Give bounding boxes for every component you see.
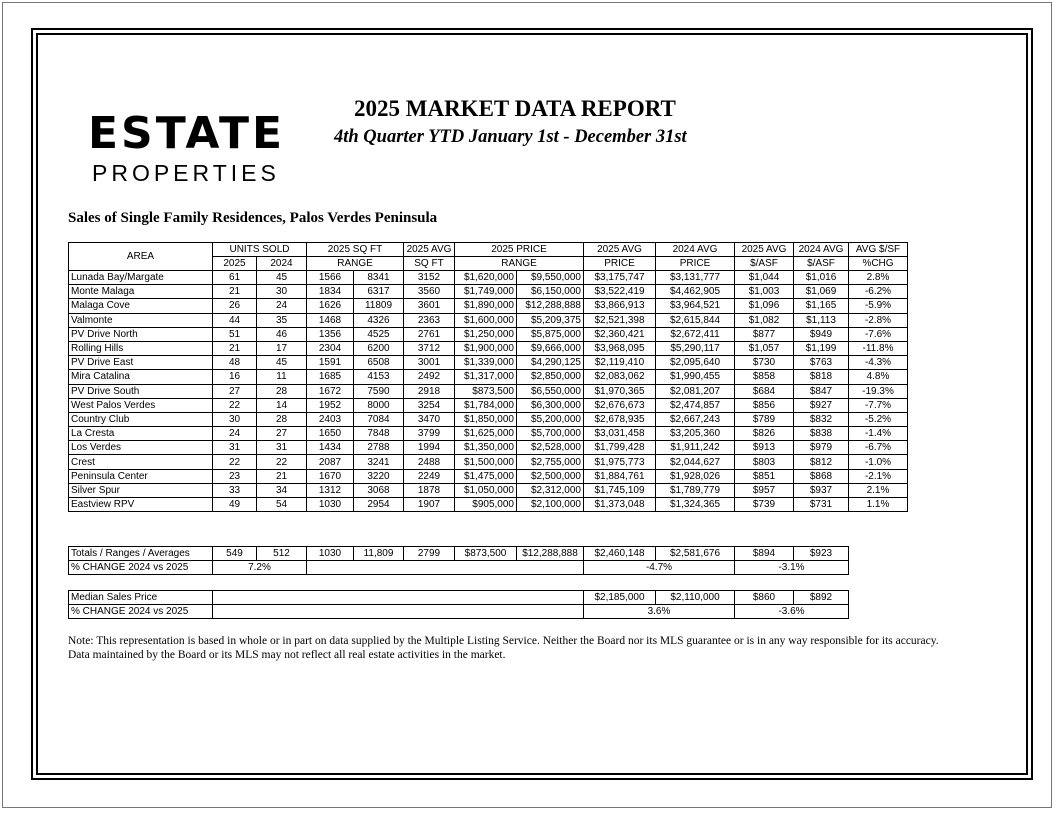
change-label: % CHANGE 2024 vs 2025 — [69, 561, 213, 575]
area-name-cell: West Palos Verdes — [69, 398, 213, 412]
data-cell: 61 — [213, 271, 257, 285]
data-cell: 31 — [257, 441, 307, 455]
data-cell: 7590 — [354, 384, 404, 398]
data-cell: $5,700,000 — [517, 427, 584, 441]
data-cell: 7084 — [354, 412, 404, 426]
data-cell: 34 — [257, 483, 307, 497]
data-cell: 21 — [213, 285, 257, 299]
data-cell: 3470 — [404, 412, 455, 426]
data-cell: 4153 — [354, 370, 404, 384]
totals-label: Totals / Ranges / Averages — [69, 547, 213, 561]
data-cell: $868 — [794, 469, 849, 483]
median-price-change: 3.6% — [584, 605, 735, 619]
data-cell: 26 — [213, 299, 257, 313]
change-asf: -3.1% — [735, 561, 849, 575]
totals-sqft-min: 1030 — [307, 547, 354, 561]
data-cell: $5,290,117 — [656, 341, 735, 355]
data-cell: $1,082 — [735, 313, 794, 327]
data-cell: $803 — [735, 455, 794, 469]
data-cell: $1,911,242 — [656, 441, 735, 455]
data-cell: 4.8% — [849, 370, 908, 384]
data-cell: 1907 — [404, 498, 455, 512]
col-avg-sqft: 2025 AVG — [404, 243, 455, 257]
data-cell: $1,165 — [794, 299, 849, 313]
change-price: -4.7% — [584, 561, 735, 575]
data-cell: $1,749,000 — [455, 285, 517, 299]
data-cell: $913 — [735, 441, 794, 455]
data-cell: 2954 — [354, 498, 404, 512]
data-cell: $1,339,000 — [455, 356, 517, 370]
data-cell: 27 — [257, 427, 307, 441]
totals-avg-sqft: 2799 — [404, 547, 455, 561]
col-avg-sqft-sub: SQ FT — [404, 257, 455, 271]
data-cell: $1,250,000 — [455, 327, 517, 341]
median-price-2025: $2,185,000 — [584, 591, 656, 605]
data-cell: $927 — [794, 398, 849, 412]
data-cell: 17 — [257, 341, 307, 355]
data-cell: 54 — [257, 498, 307, 512]
logo-subtitle: PROPERTIES — [92, 160, 280, 186]
data-cell: -2.1% — [849, 469, 908, 483]
data-cell: $826 — [735, 427, 794, 441]
area-name-cell: Mira Catalina — [69, 370, 213, 384]
table-row — [69, 313, 908, 327]
data-cell: $1,373,048 — [584, 498, 656, 512]
header-row-1 — [69, 243, 908, 257]
data-cell: 30 — [213, 412, 257, 426]
data-cell: 8000 — [354, 398, 404, 412]
data-cell: $1,003 — [735, 285, 794, 299]
data-cell: $6,550,000 — [517, 384, 584, 398]
data-cell: $2,755,000 — [517, 455, 584, 469]
area-name-cell: PV Drive East — [69, 356, 213, 370]
data-cell: 3001 — [404, 356, 455, 370]
table-row — [69, 455, 908, 469]
data-cell: $2,615,844 — [656, 313, 735, 327]
table-row — [69, 271, 908, 285]
data-cell: $1,600,000 — [455, 313, 517, 327]
data-cell: $1,113 — [794, 313, 849, 327]
data-cell: 2087 — [307, 455, 354, 469]
data-cell: 1312 — [307, 483, 354, 497]
data-cell: $2,500,000 — [517, 469, 584, 483]
data-cell: $2,119,410 — [584, 356, 656, 370]
data-cell: 51 — [213, 327, 257, 341]
data-cell: $731 — [794, 498, 849, 512]
table-row — [69, 483, 908, 497]
data-cell: $3,522,419 — [584, 285, 656, 299]
data-cell: 24 — [257, 299, 307, 313]
data-cell: -4.3% — [849, 356, 908, 370]
data-cell: -6.2% — [849, 285, 908, 299]
col-price-range: 2025 PRICE — [455, 243, 584, 257]
median-change-row — [69, 605, 849, 619]
data-cell: 8341 — [354, 271, 404, 285]
col-avg-price-2024-sub: PRICE — [656, 257, 735, 271]
median-table — [68, 590, 849, 619]
totals-asf-2025: $894 — [735, 547, 794, 561]
data-cell: $2,678,935 — [584, 412, 656, 426]
totals-price-max: $12,288,888 — [517, 547, 584, 561]
data-cell: $12,288,888 — [517, 299, 584, 313]
data-cell: $6,300,000 — [517, 398, 584, 412]
data-cell: -19.3% — [849, 384, 908, 398]
data-cell: $1,850,000 — [455, 412, 517, 426]
data-cell: $2,474,857 — [656, 398, 735, 412]
data-cell: 1468 — [307, 313, 354, 327]
data-cell: $2,312,000 — [517, 483, 584, 497]
table-row — [69, 412, 908, 426]
logo-brand: ESTATE — [88, 108, 286, 159]
data-cell: $1,975,773 — [584, 455, 656, 469]
data-cell: 2403 — [307, 412, 354, 426]
data-cell: 2.8% — [849, 271, 908, 285]
change-row — [69, 561, 849, 575]
data-cell: -7.6% — [849, 327, 908, 341]
data-cell: 3152 — [404, 271, 455, 285]
totals-asf-2024: $923 — [794, 547, 849, 561]
data-cell: -6.7% — [849, 441, 908, 455]
data-cell: $1,016 — [794, 271, 849, 285]
data-cell: $851 — [735, 469, 794, 483]
table-row — [69, 384, 908, 398]
data-cell: 21 — [213, 341, 257, 355]
data-cell: 22 — [213, 455, 257, 469]
data-cell: 23 — [213, 469, 257, 483]
data-cell: $1,784,000 — [455, 398, 517, 412]
data-cell: $3,031,458 — [584, 427, 656, 441]
data-cell: $1,199 — [794, 341, 849, 355]
data-cell: 4525 — [354, 327, 404, 341]
median-asf-2025: $860 — [735, 591, 794, 605]
data-cell: 44 — [213, 313, 257, 327]
data-cell: $1,324,365 — [656, 498, 735, 512]
data-cell: 4326 — [354, 313, 404, 327]
data-cell: 1994 — [404, 441, 455, 455]
data-cell: 6508 — [354, 356, 404, 370]
median-asf-change: -3.6% — [735, 605, 849, 619]
data-cell: $2,521,398 — [584, 313, 656, 327]
table-row — [69, 469, 908, 483]
median-change-label: % CHANGE 2024 vs 2025 — [69, 605, 213, 619]
data-cell: -7.7% — [849, 398, 908, 412]
report-subtitle: 4th Quarter YTD January 1st - December 31st — [334, 127, 687, 147]
data-cell: $1,475,000 — [455, 469, 517, 483]
data-cell: 2761 — [404, 327, 455, 341]
col-change-sub: %CHG — [849, 257, 908, 271]
col-sqft-range: 2025 SQ FT — [307, 243, 404, 257]
area-name-cell: Crest — [69, 455, 213, 469]
data-cell: 24 — [213, 427, 257, 441]
data-cell: 45 — [257, 356, 307, 370]
data-cell: $684 — [735, 384, 794, 398]
data-cell: $1,500,000 — [455, 455, 517, 469]
data-cell: 2249 — [404, 469, 455, 483]
data-cell: 6200 — [354, 341, 404, 355]
data-cell: 1952 — [307, 398, 354, 412]
data-cell: $5,200,000 — [517, 412, 584, 426]
totals-price-min: $873,500 — [455, 547, 517, 561]
data-cell: $9,550,000 — [517, 271, 584, 285]
change-units: 7.2% — [213, 561, 307, 575]
data-cell: 22 — [257, 455, 307, 469]
table-row — [69, 341, 908, 355]
data-cell: 2788 — [354, 441, 404, 455]
area-name-cell: Silver Spur — [69, 483, 213, 497]
area-name-cell: PV Drive South — [69, 384, 213, 398]
data-cell: $847 — [794, 384, 849, 398]
data-cell: 3799 — [404, 427, 455, 441]
data-cell: $3,175,747 — [584, 271, 656, 285]
data-cell: $3,866,913 — [584, 299, 656, 313]
data-cell: 11809 — [354, 299, 404, 313]
data-cell: $1,350,000 — [455, 441, 517, 455]
data-cell: $1,057 — [735, 341, 794, 355]
data-cell: -1.0% — [849, 455, 908, 469]
data-cell: 1878 — [404, 483, 455, 497]
col-price-range-sub: RANGE — [455, 257, 584, 271]
data-cell: 3601 — [404, 299, 455, 313]
table-row — [69, 327, 908, 341]
data-cell: $856 — [735, 398, 794, 412]
col-change: AVG $/SF — [849, 243, 908, 257]
col-asf-2025: 2025 AVG — [735, 243, 794, 257]
data-cell: $877 — [735, 327, 794, 341]
data-cell: 1670 — [307, 469, 354, 483]
data-cell: 45 — [257, 271, 307, 285]
data-cell: $1,799,428 — [584, 441, 656, 455]
col-asf-2024: 2024 AVG — [794, 243, 849, 257]
section-title: Sales of Single Family Residences, Palos Verdes Peninsula — [68, 210, 438, 226]
table-row — [69, 299, 908, 313]
change-blank — [307, 561, 584, 575]
data-cell: $1,890,000 — [455, 299, 517, 313]
data-cell: $2,081,207 — [656, 384, 735, 398]
totals-avg-price-2025: $2,460,148 — [584, 547, 656, 561]
data-cell: $873,500 — [455, 384, 517, 398]
data-cell: 1650 — [307, 427, 354, 441]
data-cell: 1566 — [307, 271, 354, 285]
data-cell: $905,000 — [455, 498, 517, 512]
area-name-cell: Rolling Hills — [69, 341, 213, 355]
area-name-cell: Country Club — [69, 412, 213, 426]
col-avg-price-2024: 2024 AVG — [656, 243, 735, 257]
totals-units-2025: 549 — [213, 547, 257, 561]
col-asf-2025-sub: $/ASF — [735, 257, 794, 271]
data-cell: 30 — [257, 285, 307, 299]
data-cell: -2.8% — [849, 313, 908, 327]
data-cell: $2,850,000 — [517, 370, 584, 384]
data-cell: 3220 — [354, 469, 404, 483]
col-area: AREA — [69, 243, 213, 271]
col-sqft-range-sub: RANGE — [307, 257, 404, 271]
data-cell: $1,970,365 — [584, 384, 656, 398]
data-cell: $2,095,640 — [656, 356, 735, 370]
data-cell: $1,069 — [794, 285, 849, 299]
data-cell: 31 — [213, 441, 257, 455]
median-change-blank — [213, 605, 584, 619]
data-cell: 11 — [257, 370, 307, 384]
data-cell: $9,666,000 — [517, 341, 584, 355]
data-cell: $1,745,109 — [584, 483, 656, 497]
data-cell: $2,676,673 — [584, 398, 656, 412]
table-row — [69, 370, 908, 384]
data-cell: 28 — [257, 412, 307, 426]
col-avg-price-2025-sub: PRICE — [584, 257, 656, 271]
data-cell: $1,096 — [735, 299, 794, 313]
data-cell: $832 — [794, 412, 849, 426]
data-cell: $763 — [794, 356, 849, 370]
table-row — [69, 398, 908, 412]
data-cell: 35 — [257, 313, 307, 327]
data-cell: $949 — [794, 327, 849, 341]
data-cell: -1.4% — [849, 427, 908, 441]
data-cell: 2492 — [404, 370, 455, 384]
area-name-cell: Los Verdes — [69, 441, 213, 455]
data-cell: $3,968,095 — [584, 341, 656, 355]
data-cell: $1,900,000 — [455, 341, 517, 355]
median-row — [69, 591, 849, 605]
data-cell: 1834 — [307, 285, 354, 299]
data-cell: 16 — [213, 370, 257, 384]
data-cell: $1,928,026 — [656, 469, 735, 483]
data-cell: 1.1% — [849, 498, 908, 512]
data-cell: 1434 — [307, 441, 354, 455]
data-cell: $858 — [735, 370, 794, 384]
data-cell: $1,620,000 — [455, 271, 517, 285]
data-cell: $4,290,125 — [517, 356, 584, 370]
data-cell: $5,209,375 — [517, 313, 584, 327]
data-cell: $1,044 — [735, 271, 794, 285]
area-name-cell: Monte Malaga — [69, 285, 213, 299]
data-cell: 3712 — [404, 341, 455, 355]
data-cell: 2.1% — [849, 483, 908, 497]
data-cell: $3,205,360 — [656, 427, 735, 441]
data-cell: $1,990,455 — [656, 370, 735, 384]
data-cell: $2,360,421 — [584, 327, 656, 341]
data-cell: $739 — [735, 498, 794, 512]
data-cell: $838 — [794, 427, 849, 441]
data-cell: 3068 — [354, 483, 404, 497]
col-asf-2024-sub: $/ASF — [794, 257, 849, 271]
data-cell: 1672 — [307, 384, 354, 398]
col-units-2025: 2025 — [213, 257, 257, 271]
table-row — [69, 427, 908, 441]
median-blank — [213, 591, 584, 605]
data-cell: $937 — [794, 483, 849, 497]
data-cell: 33 — [213, 483, 257, 497]
col-units-2024: 2024 — [257, 257, 307, 271]
col-units-sold: UNITS SOLD — [213, 243, 307, 257]
data-cell: 2363 — [404, 313, 455, 327]
data-cell: $730 — [735, 356, 794, 370]
table-row — [69, 356, 908, 370]
data-cell: $5,875,000 — [517, 327, 584, 341]
area-name-cell: Malaga Cove — [69, 299, 213, 313]
data-cell: 2304 — [307, 341, 354, 355]
report-title: 2025 MARKET DATA REPORT — [354, 96, 676, 121]
data-cell: $2,672,411 — [656, 327, 735, 341]
data-cell: $6,150,000 — [517, 285, 584, 299]
data-cell: $2,044,627 — [656, 455, 735, 469]
data-cell: 22 — [213, 398, 257, 412]
market-data-table — [68, 242, 908, 512]
data-cell: 3560 — [404, 285, 455, 299]
data-cell: $2,667,243 — [656, 412, 735, 426]
table-row — [69, 285, 908, 299]
data-cell: 1356 — [307, 327, 354, 341]
data-cell: $1,625,000 — [455, 427, 517, 441]
data-cell: 14 — [257, 398, 307, 412]
totals-avg-price-2024: $2,581,676 — [656, 547, 735, 561]
totals-units-2024: 512 — [257, 547, 307, 561]
area-name-cell: Lunada Bay/Margate — [69, 271, 213, 285]
data-cell: $1,317,000 — [455, 370, 517, 384]
data-cell: 6317 — [354, 285, 404, 299]
median-price-2024: $2,110,000 — [656, 591, 735, 605]
totals-sqft-max: 11,809 — [354, 547, 404, 561]
data-cell: -5.9% — [849, 299, 908, 313]
data-cell: $789 — [735, 412, 794, 426]
area-name-cell: Peninsula Center — [69, 469, 213, 483]
data-cell: $3,964,521 — [656, 299, 735, 313]
area-name-cell: La Cresta — [69, 427, 213, 441]
data-cell: 3254 — [404, 398, 455, 412]
data-cell: $979 — [794, 441, 849, 455]
data-cell: $812 — [794, 455, 849, 469]
col-avg-price-2025: 2025 AVG — [584, 243, 656, 257]
data-cell: $4,462,905 — [656, 285, 735, 299]
totals-row — [69, 547, 849, 561]
disclaimer-note: Note: This representation is based in whole or in part on data supplied by the Multiple Listing Service. Neither the Board nor its MLS guarantee or is in any way responsible for its accuracy. Data maintained by the Board or its MLS may not reflect all real estate activities in the market. — [68, 635, 939, 661]
data-cell: 49 — [213, 498, 257, 512]
data-cell: $2,083,062 — [584, 370, 656, 384]
data-cell: 1685 — [307, 370, 354, 384]
table-row — [69, 498, 908, 512]
data-cell: -11.8% — [849, 341, 908, 355]
data-cell: 27 — [213, 384, 257, 398]
area-name-cell: PV Drive North — [69, 327, 213, 341]
data-cell: $2,528,000 — [517, 441, 584, 455]
data-cell: $2,100,000 — [517, 498, 584, 512]
area-name-cell: Valmonte — [69, 313, 213, 327]
totals-table — [68, 546, 849, 575]
data-cell: 1626 — [307, 299, 354, 313]
data-cell: 21 — [257, 469, 307, 483]
data-cell: $1,789,779 — [656, 483, 735, 497]
data-cell: 48 — [213, 356, 257, 370]
data-cell: 2918 — [404, 384, 455, 398]
data-cell: 28 — [257, 384, 307, 398]
data-cell: $3,131,777 — [656, 271, 735, 285]
table-row — [69, 441, 908, 455]
median-label: Median Sales Price — [69, 591, 213, 605]
data-cell: $818 — [794, 370, 849, 384]
data-cell: -5.2% — [849, 412, 908, 426]
data-cell: 1030 — [307, 498, 354, 512]
data-cell: $957 — [735, 483, 794, 497]
data-cell: 2488 — [404, 455, 455, 469]
median-asf-2024: $892 — [794, 591, 849, 605]
data-cell: 3241 — [354, 455, 404, 469]
data-cell: 7848 — [354, 427, 404, 441]
data-cell: 1591 — [307, 356, 354, 370]
data-cell: $1,050,000 — [455, 483, 517, 497]
data-cell: 46 — [257, 327, 307, 341]
data-cell: $1,884,761 — [584, 469, 656, 483]
area-name-cell: Eastview RPV — [69, 498, 213, 512]
